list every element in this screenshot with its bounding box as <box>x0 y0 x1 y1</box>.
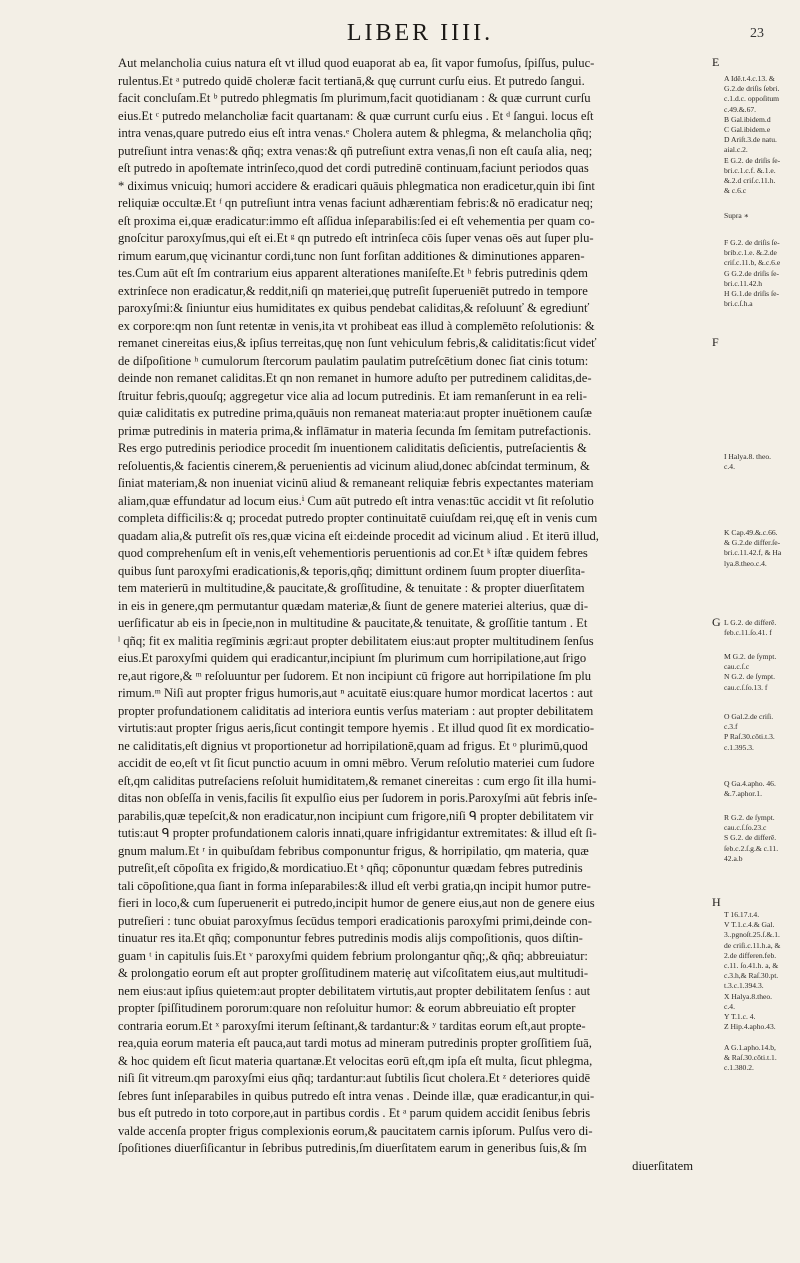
margin-note-line: &.7.aphor.1. <box>724 789 762 799</box>
text-line: quibus ſunt paroxyſmi eradicationis,& teporis,qñq; dimittunt ordinem ſuum propter diuerſita- <box>118 563 585 578</box>
text-line: eſt putredo in apoſtemate intrinſeco,quod det cordi putredinē continuam,faciunt periodos quas <box>118 161 589 175</box>
margin-note-line: & G.2.de differ.ſe- <box>724 538 781 548</box>
margin-note-line: c.11. ſo.41.h. a, & <box>724 961 779 971</box>
margin-note-line: N G.2. de ſympt. <box>724 672 776 682</box>
text-line: putreſit,eſt cōpoſita ex frigido,& mordicatiuo.Et ˢ qñq; cōponuntur quædam febres putredinis <box>118 861 583 875</box>
margin-note <box>724 910 780 1073</box>
text-line: reliquiæ occultæ.Et ᶠ qn putreſiunt intra venas faciunt adhærentiam febris:& nō eradicatur neq; <box>118 196 594 210</box>
margin-note-line: B Gal.ibidem.d <box>724 114 771 124</box>
margin-note-line: S G.2. de differē. <box>724 833 777 843</box>
margin-note <box>724 813 778 864</box>
text-line: Aut melancholia cuius natura eſt vt illud quod euaporat ab ea, ſit vapor fumoſus, ſpiſſus, puluc- <box>118 56 595 70</box>
text-line: primæ putredinis in materia prima,& inflāmatur in materia ſecunda ſm ſemitam putrefactionis. <box>118 423 592 438</box>
text-line: ex corpore:qm non ſunt retentæ in venis,ita vt prohibeat eas illud à complemēto reſolutionis: & <box>118 318 595 333</box>
catchword: diuerſitatem <box>632 1158 693 1173</box>
margin-note-line: brib.c.1.e. &.2.de <box>724 248 777 258</box>
text-line: propter profundationem caliditatis ad interiora euntis verſus materiam : aut propter debilitatem <box>118 703 594 718</box>
margin-note-line: M G.2. de ſympt. <box>724 652 777 661</box>
margin-note-line: H G.1.de driſis ſe- <box>724 289 780 299</box>
text-line: eius.Et ᶜ putredo melancholiæ facit quartanam: & quæ currunt curſu eius . Et ᵈ ſangui. locus eſt <box>118 108 594 123</box>
margin-note-line: t.3.c.1.394.3. <box>724 981 764 991</box>
margin-note-line: criſ.c.11.b, &.c.6.e <box>724 258 781 268</box>
margin-note-line: 2.de differen.feb. <box>724 950 777 960</box>
margin-note-line: 3..pgnoſt.25.ſ.&.1. <box>724 930 780 940</box>
text-line: intra venas,quare putredo eius eſt intra venas.ᵉ Cholera autem & phlegma, & melancholia qñq; <box>118 126 592 140</box>
text-line: deinde non remanet caliditas.Et qn non remanet in humore aduſto per putredinem caliditas,de- <box>118 371 592 385</box>
margin-note-line: & c.6.c <box>724 186 747 196</box>
text-line: tem materierū in multitudine,& paucitate,& groſſitudine, & tenuitate : & propter diuerſitatem <box>118 581 585 595</box>
text-line: reſoluentis,& facientis cinerem,& peruenientis ad vicinum aliud,donec abſcindat terminum, & <box>118 458 590 473</box>
running-header <box>0 20 800 47</box>
margin-note-line: bri.c.11.42.h <box>724 278 763 288</box>
margin-note-line: & Raſ.30.cōti.t.1. <box>724 1052 777 1062</box>
margin-note-line: D Ariſt.3.de natu. <box>724 135 777 145</box>
margin-note <box>724 74 780 196</box>
margin-note-line: cau.c.ſ.ſo.13. f <box>724 682 768 692</box>
margin-note-line: aial.c.2. <box>724 145 748 155</box>
text-line: niſi ſit vitreum.qm paroxyſmi eius qñq; tardantur:aut ſubtilis ſicut cholera.Et ᶻ deteriores quidē <box>118 1071 591 1085</box>
text-line: ſtruitur febris,quouſq; aggregetur vice alia ad locum putredinis. Et iam remanſerunt in ea reli- <box>118 388 587 403</box>
margin-note-line: E G.2. de driſis ſe- <box>724 155 781 165</box>
margin-note-line: bri.c.11.42.f, & Ha <box>724 548 782 558</box>
text-line: tali cōpoſitione,qua ſiant in forma inſeparabiles:& illud eſt verbi gratia,qn incipit humor putre- <box>118 878 591 893</box>
margin-note-line: 42.a.b <box>724 853 743 863</box>
text-line: quod comprehenſum eſt in venis,eſt vehementioris peruentionis ad cor.Et ᵏ iſtæ quidem febres <box>118 546 588 560</box>
margin-note-line: L G.2. de differē. <box>724 618 777 627</box>
text-line: remanet cinereitas eius,& ipſius terreitas,quę non ſunt vehiculum febris,& caliditatis:ſicut videť <box>118 336 597 350</box>
margin-note-line: bri.c.1.c.f. &.1.e. <box>724 165 776 175</box>
margin-note-line: F G.2. de driſis ſe- <box>724 238 780 247</box>
text-line: & prolongatio eorum eſt aut propter groſſitudinem materię aut viſcoſitatem eius,aut multitudi- <box>118 966 589 980</box>
margin-note-line: I Halya.8. theo. <box>724 452 772 461</box>
margin-note <box>724 652 776 693</box>
text-line: extrinſece non eradicatur,& reddit,niſi qn materiei,quę putreſit ſuperueniēt putredo in tempore <box>118 283 588 298</box>
text-line: bus eſt putredo in toto corpore,aut in partibus cordis . Et ᵃ parum quidem accidit ſenibus ſebris <box>118 1106 591 1120</box>
margin-note-line: V T.1.c.4.& Gal. <box>724 920 775 930</box>
margin-note <box>724 528 781 569</box>
text-line: ſebres ſunt inſeparabiles in quibus putredo eſt intra venas . Deinde illæ, quæ eradicantur,in qui- <box>118 1088 595 1103</box>
section-letter: F <box>712 335 719 349</box>
margin-note-line: Supra ∗ <box>724 211 749 220</box>
text-line: uerſificatur ab eis in ſpecie,non in multitudine & paucitate,& tenuitate, & groſſitie tantum . Et <box>118 616 588 630</box>
margin-note-line: Z Hip.4.apho.43. <box>724 1022 776 1032</box>
text-line: ſiniat materiam,& non inueniat vicinū aliud & remaneant reliquiæ febris expectantes materiam <box>118 476 594 490</box>
text-line: re,aut rigore,& ᵐ reſoluuntur per ſudorem. Et non incipiunt cū frigore aut horripilatione ſm plu <box>118 668 592 683</box>
margin-note-line: ſeb.c.2.ſ.g.& c.11. <box>724 843 779 853</box>
text-line: guam ᵗ in capitulis ſuis.Et ᵛ paroxyſmi quidem febrium prolongantur qñq;,& qñq; abbreuiatur: <box>118 948 588 963</box>
text-line: paroxyſmi:& ſiniuntur eius humiditates ex quibus pendebat caliditas,& reſoluunť & egrediunť <box>118 301 590 315</box>
text-line: ditas non obſeſſa in venis,facilis ſit expulſio eius per ſudorem in poris.Paroxyſmi aūt febris inſe- <box>118 791 598 805</box>
text-line: in eis in genere,qm permutantur quædam materiæ,& ſiunt de genere materiei alterius, quæ di- <box>118 598 589 613</box>
margin-note-line: P Raſ.30.cōti.t.3. <box>724 732 775 742</box>
text-line: ne caliditatis,eſt dignius vt proportionetur ad horripilationē,quam ad frigus. Et ᵒ plurimū,quod <box>118 738 588 753</box>
text-line: * diximus vnicuiq; humori accidere & eradicari quāuis phlegmatica non eradicetur,quin ibi ſint <box>118 178 595 193</box>
margin-note-line: X Halya.8.theo. <box>724 991 773 1001</box>
text-line: rimum.ᵐ Niſi aut propter frigus humoris,aut ⁿ acuitatē eius:quare humor mordicat lacertos : aut <box>118 686 593 700</box>
margin-note-line: Y T.1.c. 4. <box>724 1012 756 1022</box>
margin-note-line: R G.2. de ſympt. <box>724 813 775 822</box>
text-line: rulentus.Et ᵃ putredo quidē choleræ facit tertianā,& quę currunt curſu eius. Et putredo ſangui. <box>118 73 585 88</box>
margin-note <box>724 211 749 221</box>
margin-note-line: c.1.380.2. <box>724 1063 754 1073</box>
text-line: quiæ caliditatis ex putredine prima,quāuis non remaneat materia:aut propter inuētionem cauſæ <box>118 406 592 420</box>
text-line: eſt,qm caliditas putreſaciens reſoluit humiditatem,& remanet cinereitas : cum ergo ſit illa humi- <box>118 773 597 788</box>
text-line: aliam,quæ effundatur ad locum eius.ⁱ Cum aūt putredo eſt intra venas:tūc accidit vt ſit reſolutio <box>118 493 594 508</box>
margin-note-line: A G.1.apho.14.b, <box>724 1042 776 1052</box>
margin-note-line: &.2.d criſ.c.11.h. <box>724 176 776 186</box>
text-line: eſt proxima ei,quæ eradicatur:immo eſt aſſidua inſeparabilis:ſed ei eſt vehementia per quam co- <box>118 213 595 228</box>
text-line: nem eius:aut ipſius quietem:aut propter debilitatem virtutis,aut propter debilitatem ſenſus : aut <box>118 983 591 998</box>
margin-note-line: c.3.f <box>724 722 738 732</box>
text-line: completa difficilis:& q; procedat putredo propter continuitatē cuiuſdam rei,quę eſt in venis cum <box>118 511 598 525</box>
margin-note-line: c.4. <box>724 462 735 472</box>
margin-note-line: c.1.d.c. oppoſitum <box>724 94 780 104</box>
text-line: gnum malum.Et ʳ in quibuſdam febribus componuntur frigus, & horripilatio, qm materia, quæ <box>118 843 589 858</box>
margin-note <box>724 712 775 753</box>
text-line: de diſpoſitione ʰ cumulorum ſtercorum paulatim paulatim putreſcētium donec ſiat cinis totum: <box>118 353 589 368</box>
text-line: facit concluſam.Et ᵇ putredo phlegmatis ſm plurimum,facit quotidianam : & quæ currunt curſu <box>118 91 591 105</box>
text-line: quadam alia,& putreſit oīs res,quæ vicina eſt ei:deinde procedit ad vicinum aliud . Et iterū illud, <box>118 528 599 543</box>
page-number: 23 <box>750 26 764 41</box>
text-line: rea,quia eorum materia eſt pauca,aut tardi motus ad mineram putredinis propter groſſitiem ſuā, <box>118 1036 592 1050</box>
text-line: gnoſcitur paroxyſmus,qui eſt ei.Et ᵍ qn putredo eſt intrinſeca cōis ſuper venas oēs aut ſuper plu- <box>118 231 594 245</box>
text-line: accidit de eo,eſt vt ſit ſicut punctio acuum in omni mēbro. Verum reſolutio materiei cum ſudore <box>118 756 595 770</box>
margin-note-line: G.2.de driſis ſebri. <box>724 84 780 94</box>
margin-note-line: A Idē.t.4.c.13. & <box>724 74 775 83</box>
text-line: parabilis,quæ tepeſcit,& non eradicatur,non incipiunt cum frigore,niſi ᑫ propter debilitatem vir <box>118 808 594 823</box>
text-line: tes.Cum aūt eſt ſm contrarium eius apparent alterationes maniſeſte.Et ʰ febris putredinis qdem <box>118 266 588 280</box>
margin-note-line: de criſi.c.11.h.a, & <box>724 940 781 950</box>
margin-note-line: cau.c.ſ.ſo.23.c <box>724 823 767 833</box>
text-line: propter ſpiſſitudinem pororum:quare non reſoluitur humor: & eorum abbreuiatio eſt propter <box>118 1001 576 1015</box>
margin-note-line: c.3.h,& Raſ.30.pt. <box>724 971 779 981</box>
text-line: Res ergo putredinis periodice procedit ſm inuentionem caliditatis deſicientis, putreſacientis & <box>118 441 587 455</box>
text-line: & hoc quidem eſt ſicut materia quartanæ.Et velocitas eorū eſt,qm ipſa eſt multa, ſicut phlegma, <box>118 1053 593 1068</box>
text-line: virtutis:aut propter ſrigus aeris,ſicut contingit tempore hyemis . Et illud quod ſit ex mordicatio- <box>118 721 595 735</box>
margin-note-line: c.1.395.3. <box>724 742 754 752</box>
margin-note-line: Q Ga.4.apho. 46. <box>724 779 776 788</box>
text-line: tutis:aut ᑫ propter profundationem caloris innati,quare infrigidantur extremitates: & illud eſt ſi- <box>118 826 597 840</box>
margin-note-line: O Gal.2.de criſi. <box>724 712 774 721</box>
section-letter: H <box>712 895 721 909</box>
section-letter: E <box>712 55 720 69</box>
text-line: eius.Et paroxyſmi quidem qui eradicantur,incipiunt ſm plurimum cum horripilatione,aut ſrigo <box>118 651 587 665</box>
text-line: ˡ qñq; fit ex malitia regīminis ægri:aut propter debilitatem eius:aut propter multitudinem ſenſus <box>118 633 594 648</box>
text-line: rimum earum,quę vicinantur cordi,tunc non ſunt forſitan additiones & diminutiones apparen- <box>118 248 585 263</box>
margin-note <box>724 238 780 309</box>
margin-note <box>724 452 771 472</box>
margin-note-line: cau.c.ſ.c <box>724 662 750 672</box>
margin-note-line: lya.8.theo.c.4. <box>724 558 767 568</box>
margin-note-line: c.4. <box>724 1001 735 1011</box>
margin-note <box>724 779 776 799</box>
text-line: valde accenſa propter frigus complexionis eorum,& paucitatem carnis ipſorum. Pulſus vero di- <box>118 1123 593 1138</box>
margin-note-line: T 16.17.t.4. <box>724 910 760 919</box>
margin-note-line: feb.c.11.ſo.41. f <box>724 628 772 638</box>
margin-note-line: c.49.&.67. <box>724 104 757 114</box>
text-line: contraria eorum.Et ˣ paroxyſmi iterum ſeſtinant,& tardantur:& ʸ tarditas eorum eſt,aut propte- <box>118 1018 586 1033</box>
text-line: tinuatur res ita.Et qñq; componuntur febres putredinis modis alijs compoſitionis, quos diſtin- <box>118 931 583 945</box>
margin-note-line: K Cap.49.&.c.66. <box>724 528 778 537</box>
text-line: putreſiunt intra venas:& qñq; extra venas:& qñ putreſiunt extra venas,ſi non eſt cauſa alia, neq; <box>118 143 593 158</box>
margin-note-line: C Gal.ibidem.e <box>724 125 771 135</box>
margin-note-line <box>724 1032 780 1042</box>
margin-note-line: bri.c.ſ.h.a <box>724 299 753 309</box>
margin-note <box>724 618 776 638</box>
text-line: ſpoſitiones diuerſiſicantur in ſebribus putredinis,ſm diuerſitatem earum in generibus ſuis,& ſm <box>118 1141 587 1155</box>
body-text-column <box>118 55 713 1175</box>
text-line: fieri in loco,& cum ſuperuenerit ei putredo,incipit humor de genere eius,aut non de genere eius <box>118 896 595 910</box>
text-line: putreſieri : tunc obuiat paroxyſmus ſecūdus tempori eradicationis paroxyſmi primi,deinde con- <box>118 913 592 928</box>
section-letter: G <box>712 615 721 629</box>
margin-note-line: G G.2.de driſis ſe- <box>724 268 780 278</box>
page-title: LIBER IIII. <box>346 20 494 46</box>
